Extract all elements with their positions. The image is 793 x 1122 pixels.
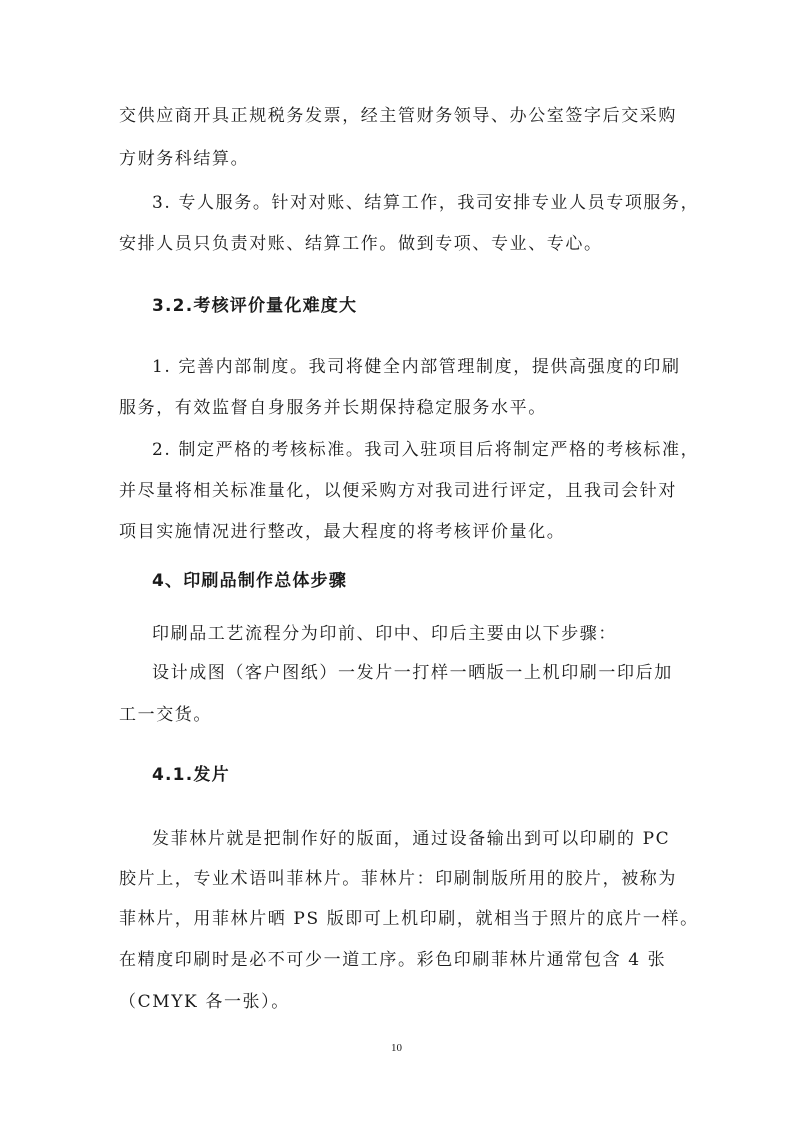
paragraph-line: （CMYK 各一张）。 — [119, 992, 290, 1012]
paragraph-line: 3. 专人服务。针对对账、结算工作，我司安排专业人员专项服务， — [152, 193, 700, 213]
section-heading: 4.1.发片 — [152, 765, 230, 785]
paragraph-line: 工一交货。 — [119, 705, 212, 725]
section-heading: 4、印刷品制作总体步骤 — [152, 571, 348, 591]
paragraph-line: 2. 制定严格的考核标准。我司入驻项目后将制定严格的考核标准， — [152, 440, 700, 460]
section-heading: 3.2.考核评价量化难度大 — [152, 296, 358, 316]
paragraph-line: 并尽量将相关标准量化，以便采购方对我司进行评定，且我司会针对 — [119, 481, 677, 501]
paragraph-line: 菲林片，用菲林片晒 PS 版即可上机印刷，就相当于照片的底片一样。 — [119, 909, 699, 929]
paragraph-line: 安排人员只负责对账、结算工作。做到专项、专业、专心。 — [119, 234, 603, 254]
paragraph-line: 1. 完善内部制度。我司将健全内部管理制度，提供高强度的印刷 — [152, 357, 681, 377]
paragraph-line: 方财务科结算。 — [119, 149, 250, 169]
paragraph-line: 项目实施情况进行整改，最大程度的将考核评价量化。 — [119, 522, 566, 542]
paragraph-line: 印刷品工艺流程分为印前、印中、印后主要由以下步骤： — [152, 624, 617, 644]
paragraph-line: 胶片上，专业术语叫菲林片。菲林片：印刷制版所用的胶片，被称为 — [119, 869, 677, 889]
paragraph-line: 发菲林片就是把制作好的版面，通过设备输出到可以印刷的 PC — [152, 829, 671, 849]
paragraph-line: 设计成图（客户图纸）一发片一打样一晒版一上机印刷一印后加 — [152, 663, 673, 683]
paragraph-line: 交供应商开具正规税务发票，经主管财务领导、办公室签字后交采购 — [119, 106, 677, 126]
paragraph-line: 在精度印刷时是必不可少一道工序。彩色印刷菲林片通常包含 4 张 — [119, 950, 667, 970]
page-number: 10 — [391, 1042, 402, 1054]
paragraph-line: 服务，有效监督自身服务并长期保持稳定服务水平。 — [119, 398, 547, 418]
